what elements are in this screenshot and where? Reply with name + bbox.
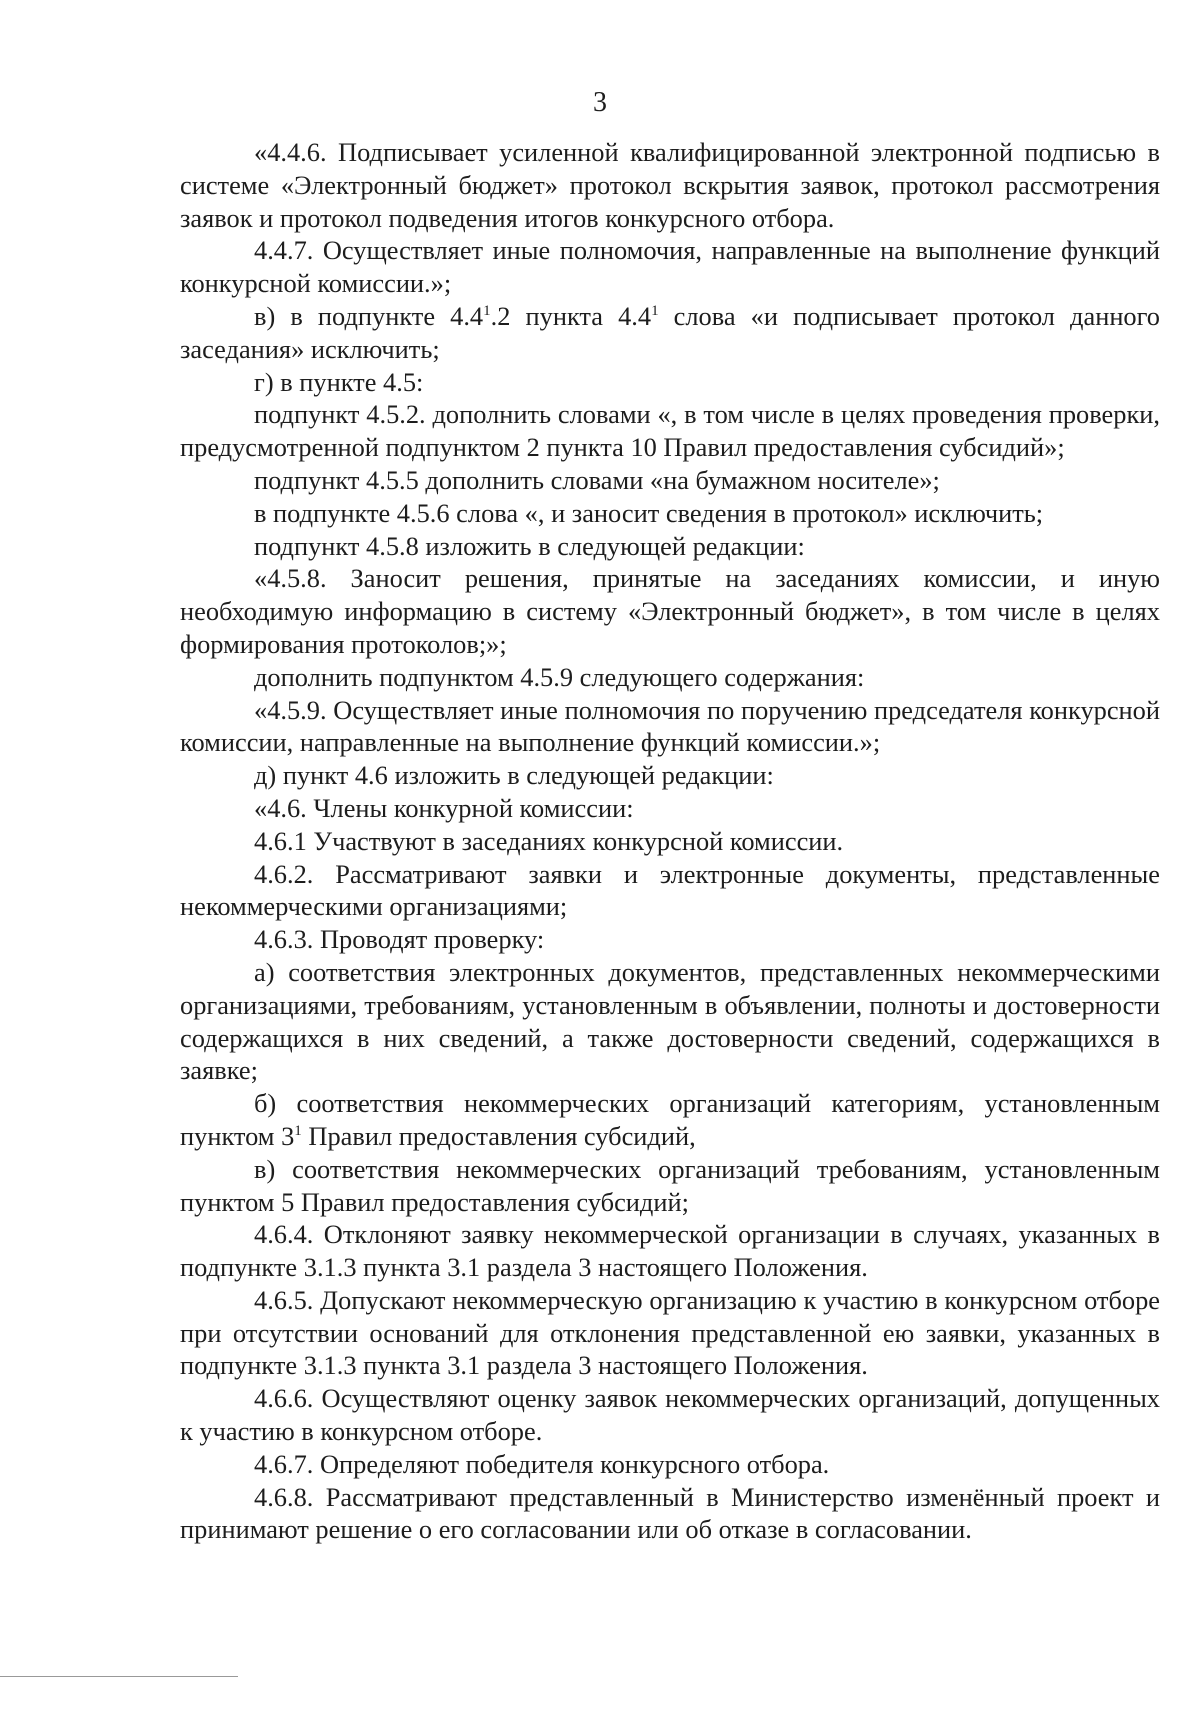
paragraph-4-5-2: подпункт 4.5.2. дополнить словами «, в том числе в целях проведения проверки, предусмотренной подпунктом 2 пункта 10 Правил предоставления субсидий»;	[180, 399, 1160, 463]
paragraph-d: д) пункт 4.6 изложить в следующей редакции:	[254, 760, 774, 791]
paragraph-g: г) в пункте 4.5:	[254, 366, 424, 397]
paragraph-4-6-4: 4.6.4. Отклоняют заявку некоммерческой организации в случаях, указанных в подпункте 3.1.3 пункта 3.1 раздела 3 настоящего Положения.	[180, 1219, 1160, 1283]
superscript: 1	[483, 302, 491, 319]
text-run: .2 пункта 4.4	[490, 300, 652, 331]
paragraph-v	[180, 300, 1160, 366]
superscript: 1	[651, 302, 659, 319]
paragraph-4-6-3-a: а) соответствия электронных документов, представленных некоммерческими организациями, требованиям, установленным в объявлении, полноты и достоверности содержащихся в них сведений, а также достоверности сведений, содержащихся в заявке;	[180, 956, 1160, 1086]
page-number: 3	[593, 87, 607, 118]
superscript: 1	[294, 1122, 302, 1139]
paragraph-4-5-8: «4.5.8. Заносит решения, принятые на заседаниях комиссии, и иную необходимую информацию в систему «Электронный бюджет», в том числе в целях формирования протоколов;»;	[180, 563, 1160, 659]
scan-edge-line	[0, 1676, 238, 1677]
paragraph-4-6-3-v: в) соответствия некоммерческих организаций требованиям, установленным пунктом 5 Правил предоставления субсидий;	[180, 1153, 1160, 1217]
text-run: слова «и подписывает протокол данного заседания» исключить;	[180, 300, 1160, 364]
paragraph-4-6-6: 4.6.6. Осуществляют оценку заявок некоммерческих организаций, допущенных к участию в конкурсном отборе.	[180, 1383, 1160, 1447]
paragraph-4-6-1: 4.6.1 Участвуют в заседаниях конкурсной комиссии.	[254, 825, 844, 856]
text-run: б) соответствия некоммерческих организаций категориям, установленным пунктом 3	[180, 1088, 1160, 1151]
paragraph-4-6: «4.6. Члены конкурной комиссии:	[254, 792, 634, 823]
paragraph-4-6-8: 4.6.8. Рассматривают представленный в Министерство изменённый проект и принимают решение о его согласовании или об отказе в согласовании.	[180, 1481, 1160, 1545]
paragraph-4-6-5: 4.6.5. Допускают некоммерческую организацию к участию в конкурсном отборе при отсутствии оснований для отклонения представленной ею заявки, указанных в подпункте 3.1.3 пункта 3.1 раздела 3 настоящего Положения.	[180, 1284, 1160, 1381]
paragraph-4-5-5: подпункт 4.5.5 дополнить словами «на бумажном носителе»;	[254, 464, 940, 495]
paragraph-4-4-6: «4.4.6. Подписывает усиленной квалифицированной электронной подписью в системе «Электронный бюджет» протокол вскрытия заявок, протокол рассмотрения заявок и протокол подведения итогов конкурсного отбора.	[180, 137, 1160, 233]
document-body	[180, 136, 1160, 1546]
paragraph-4-6-2: 4.6.2. Рассматривают заявки и электронные документы, представленные некоммерческими организациями;	[180, 858, 1160, 922]
paragraph-4-5-9: «4.5.9. Осуществляет иные полномочия по поручению председателя конкурсной комиссии, направленные на выполнение функций комиссии.»;	[180, 694, 1160, 758]
paragraph-4-6-7: 4.6.7. Определяют победителя конкурсного отбора.	[254, 1448, 830, 1479]
paragraph-4-4-7: 4.4.7. Осуществляет иные полномочия, направленные на выполнение функций конкурсной комиссии.»;	[180, 235, 1160, 299]
paragraph-4-5-6: в подпункте 4.5.6 слова «, и заносит сведения в протокол» исключить;	[254, 497, 1044, 528]
text-run: в) в подпункте 4.4	[254, 300, 484, 331]
text-run: Правил предоставления субсидий,	[301, 1120, 696, 1151]
paragraph-4-6-3: 4.6.3. Проводят проверку:	[254, 924, 545, 955]
paragraph-4-6-3-b	[180, 1087, 1160, 1153]
paragraph-4-5-8-intro: подпункт 4.5.8 изложить в следующей редакции:	[254, 530, 805, 561]
paragraph-4-5-9-intro: дополнить подпунктом 4.5.9 следующего содержания:	[254, 661, 865, 692]
